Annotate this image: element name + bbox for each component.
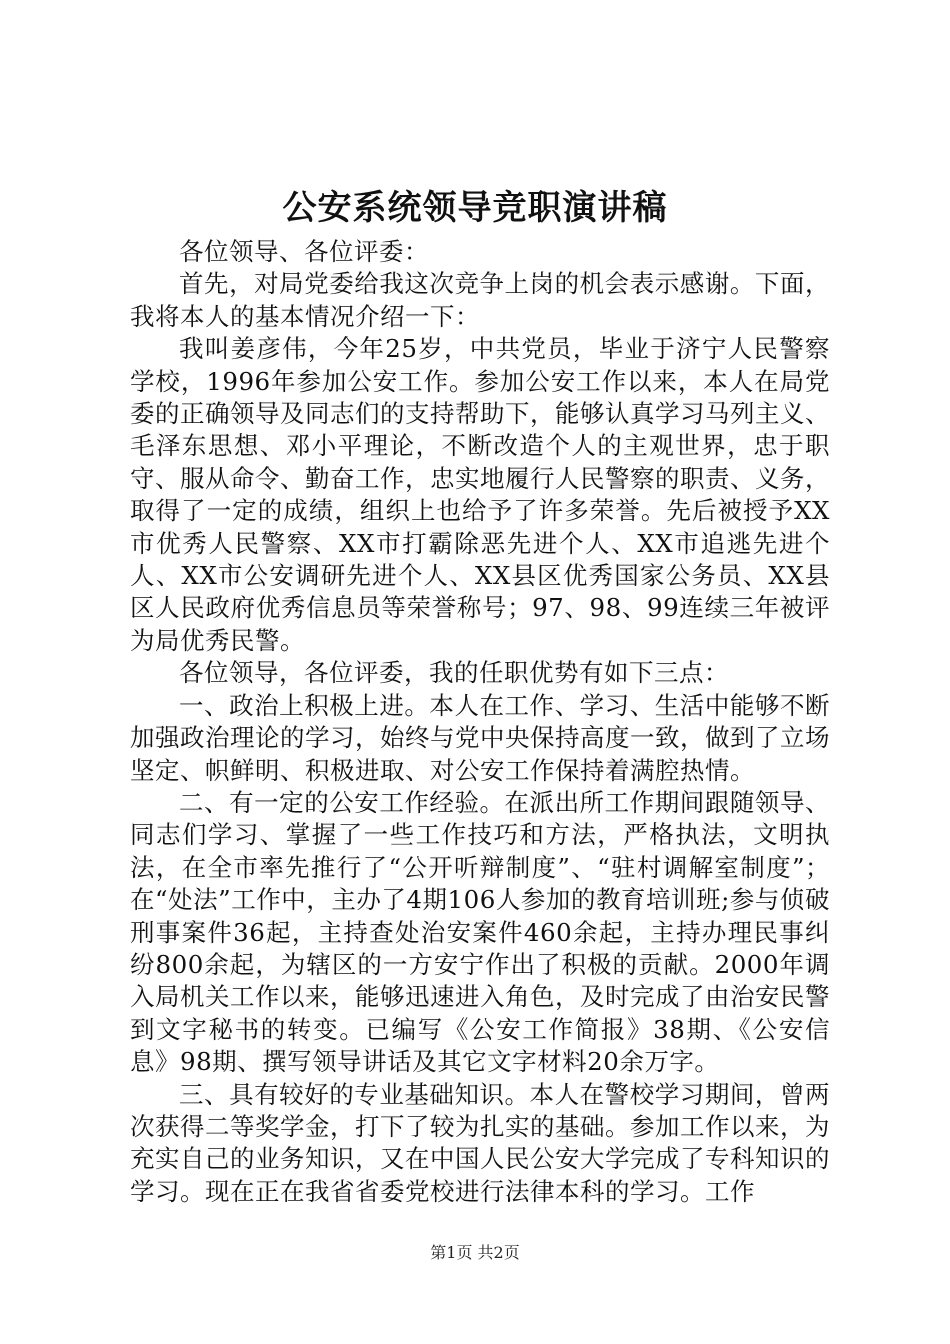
paragraph-advantage-2: 二、有一定的公安工作经验。在派出所工作期间跟随领导、同志们学习、掌握了一些工作技巧和方法，严格执法，文明执法，在全市率先推行了“公开听辩制度”、“驻村调解室制度”；在“处法”工作中，主办了4期106人参加的教育培训班;参与侦破刑事案件36起，主持查处治安案件460余起，主持办理民事纠纷800余起，为辖区的一方安宁作出了积极的贡献。2000年调入局机关工作以来，能够迅速进入角色，及时完成了由治安民警到文字秘书的转变。已编写《公安工作简报》38期、《公安信息》98期、撰写领导讲话及其它文字材料20余万字。 bbox=[130, 787, 830, 1077]
page-footer: 第1页 共2页 bbox=[430, 1243, 520, 1262]
paragraph-intro: 首先，对局党委给我这次竞争上岗的机会表示感谢。下面，我将本人的基本情况介绍一下： bbox=[130, 269, 830, 331]
paragraph-advantage-3: 三、具有较好的专业基础知识。本人在警校学习期间，曾两次获得二等奖学金，打下了较为扎实的基础。参加工作以来，为充实自己的业务知识，又在中国人民公安大学完成了专科知识的学习。现在正在我省省委党校进行法律本科的学习。工作 bbox=[130, 1079, 830, 1206]
paragraph-background: 我叫姜彦伟，今年25岁，中共党员，毕业于济宁人民警察学校，1996年参加公安工作。参加公安工作以来，本人在局党委的正确领导及同志们的支持帮助下，能够认真学习马列主义、毛泽东思想、邓小平理论，不断改造个人的主观世界，忠于职守、服从命令、勤奋工作，忠实地履行人民警察的职责、义务，取得了一定的成绩，组织上也给予了许多荣誉。先后被授予XX市优秀人民警察、XX市打霸除恶先进个人、XX市追逃先进个人、XX市公安调研先进个人、XX县区优秀国家公务员、XX县区人民政府优秀信息员等荣誉称号；97、98、99连续三年被评为局优秀民警。 bbox=[130, 334, 830, 655]
document-title: 公安系统领导竞职演讲稿 bbox=[282, 188, 668, 228]
document-body bbox=[130, 236, 830, 1208]
paragraph-advantages-intro: 各位领导，各位评委，我的任职优势有如下三点： bbox=[179, 658, 729, 688]
paragraph-advantage-1: 一、政治上积极上进。本人在工作、学习、生活中能够不断加强政治理论的学习，始终与党中央保持高度一致，做到了立场坚定、帜鲜明、积极进取、对公安工作保持着满腔热情。 bbox=[130, 690, 830, 785]
paragraph-salutation: 各位领导、各位评委： bbox=[179, 237, 429, 266]
